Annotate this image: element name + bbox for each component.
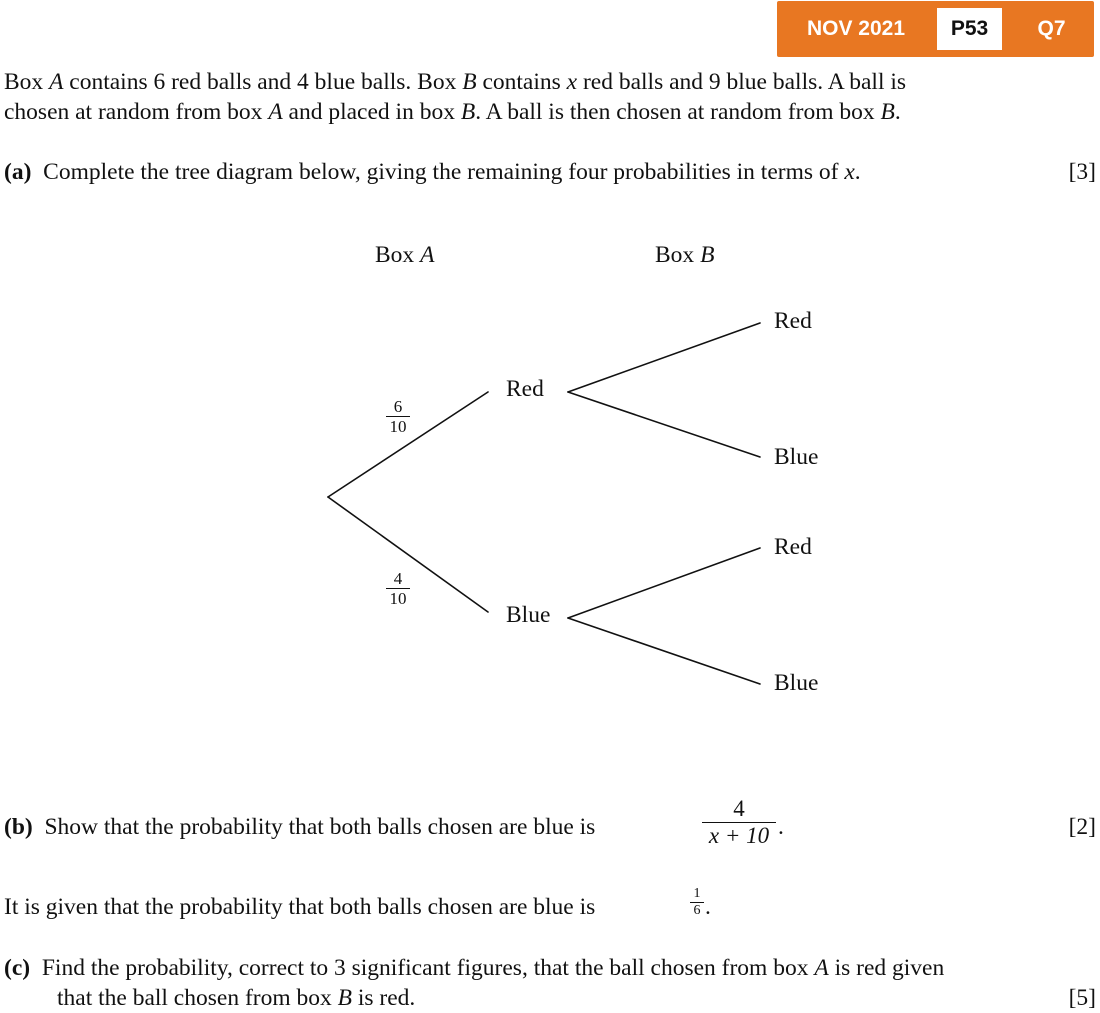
question-number-label: Q7 bbox=[1037, 17, 1066, 40]
given-period: . bbox=[705, 894, 711, 920]
box-b-heading: Box B bbox=[655, 242, 715, 268]
part-c-question-line-1: (c) Find the probability, correct to 3 significant figures, that the ball chosen from box A is red given bbox=[4, 955, 945, 981]
part-a-question: (a) Complete the tree diagram below, giving the remaining four probabilities in terms of x. bbox=[4, 159, 861, 185]
part-b-marks: [2] bbox=[1068, 814, 1096, 840]
branch-blue-blue bbox=[568, 618, 760, 684]
outcome-first-red: Red bbox=[506, 376, 544, 402]
part-b-label: (b) bbox=[4, 814, 33, 840]
branch-blue-red bbox=[568, 548, 760, 618]
given-statement: It is given that the probability that both balls chosen are blue is bbox=[4, 894, 596, 920]
paper-code-label: P53 bbox=[937, 8, 1002, 50]
outcome-blue-then-red: Red bbox=[774, 534, 812, 560]
part-a-label: (a) bbox=[4, 159, 32, 185]
intro-line-1: Box A contains 6 red balls and 4 blue balls. Box B contains x red balls and 9 blue balls. A ball is bbox=[4, 69, 907, 95]
probability-blue-fraction: 4 10 bbox=[386, 570, 410, 607]
outcome-red-then-red: Red bbox=[774, 308, 812, 334]
part-b-period: . bbox=[778, 814, 784, 840]
probability-red-fraction: 6 10 bbox=[386, 398, 410, 435]
outcome-first-blue: Blue bbox=[506, 602, 551, 628]
part-a-marks: [3] bbox=[1068, 159, 1096, 185]
part-b-question: (b) Show that the probability that both balls chosen are blue is bbox=[4, 814, 596, 840]
intro-line-2: chosen at random from box A and placed in box B. A ball is then chosen at random from box B. bbox=[4, 99, 901, 125]
part-c-question-line-2: that the ball chosen from box B is red. bbox=[57, 985, 416, 1011]
part-c-label: (c) bbox=[4, 955, 31, 981]
branch-red-blue bbox=[568, 392, 760, 457]
box-a-heading: Box A bbox=[375, 242, 435, 268]
exam-session-label: NOV 2021 bbox=[806, 17, 906, 40]
part-c-marks: [5] bbox=[1068, 985, 1096, 1011]
part-b-fraction: 4 x + 10 bbox=[702, 797, 776, 848]
outcome-blue-then-blue: Blue bbox=[774, 670, 819, 696]
branch-red-red bbox=[568, 323, 760, 392]
outcome-red-then-blue: Blue bbox=[774, 444, 819, 470]
given-fraction: 1 6 bbox=[690, 887, 704, 918]
